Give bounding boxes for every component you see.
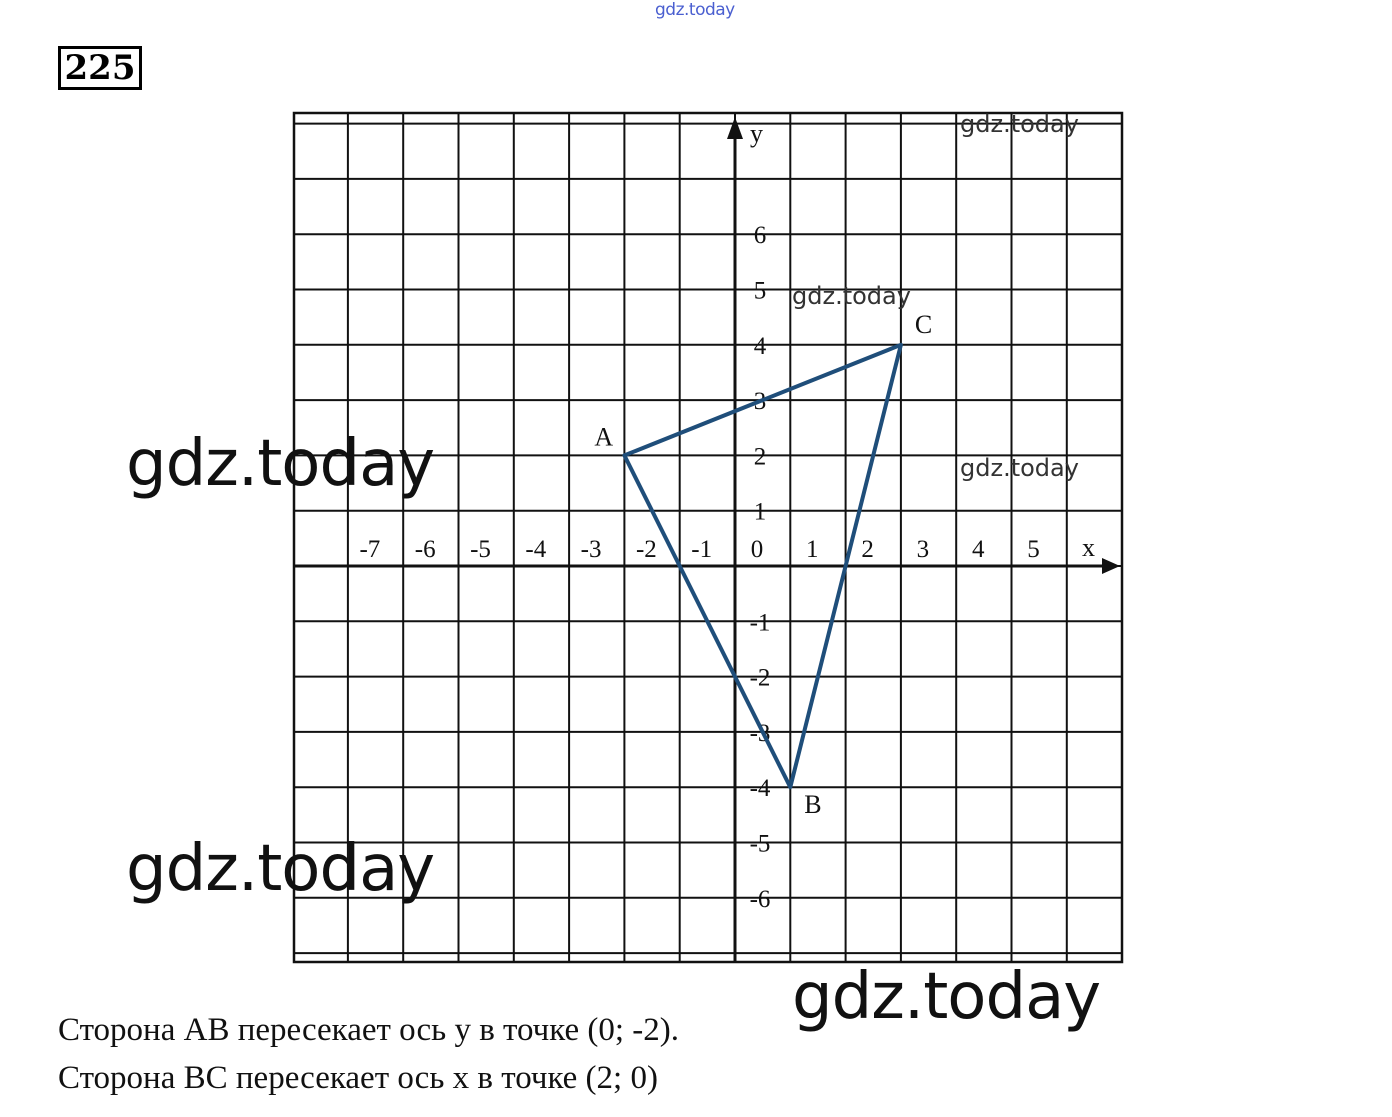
y-tick-label: 5 (753, 277, 767, 305)
y-tick-label: -5 (749, 830, 771, 858)
y-tick-label: 3 (753, 388, 767, 416)
x-tick-label: 1 (806, 536, 819, 563)
watermark: gdz.today (960, 454, 1079, 482)
x-tick-label: -4 (525, 536, 547, 563)
point-label-c: C (914, 309, 933, 339)
x-axis-arrow (1102, 558, 1120, 574)
answer-line-ab: Сторона АВ пересекает ось y в точке (0; -2). (58, 1012, 680, 1048)
watermark: gdz.today (792, 960, 1101, 1034)
x-tick-label: 0 (750, 536, 764, 563)
watermark-top: gdz.today (655, 0, 735, 20)
x-tick-label: -5 (470, 536, 491, 563)
answer-line-bc: Сторона ВС пересекает ось x в точке (2; 0) (58, 1060, 658, 1096)
point-label-b: B (804, 790, 822, 820)
y-tick-label: 1 (753, 498, 767, 526)
watermark: gdz.today (126, 427, 435, 501)
y-tick-label: 2 (753, 443, 767, 471)
y-tick-label: 6 (753, 222, 767, 250)
watermark: gdz.today (126, 832, 435, 906)
x-tick-label: -2 (635, 536, 657, 563)
y-tick-label: -6 (749, 885, 771, 913)
x-tick-label: 2 (861, 536, 874, 563)
x-tick-label: 4 (971, 536, 985, 563)
problem-number: 225 (58, 46, 142, 90)
y-tick-label: -1 (749, 609, 771, 637)
watermark: gdz.today (792, 282, 911, 310)
x-tick-label: -7 (359, 536, 381, 563)
x-tick-label: -6 (414, 536, 436, 563)
point-label-a: A (594, 422, 614, 452)
x-tick-label: 3 (916, 536, 930, 563)
y-tick-label: -4 (749, 775, 771, 803)
y-axis-label: y (750, 119, 763, 148)
x-tick-label: -3 (580, 536, 602, 563)
x-tick-label: 5 (1027, 536, 1040, 563)
y-tick-label: -3 (749, 719, 771, 747)
y-tick-label: 4 (753, 332, 767, 360)
y-tick-label: -2 (749, 664, 771, 692)
watermark: gdz.today (960, 110, 1079, 138)
x-tick-label: -1 (691, 536, 713, 563)
y-axis-arrow (727, 117, 743, 139)
x-axis-label: x (1082, 533, 1095, 562)
